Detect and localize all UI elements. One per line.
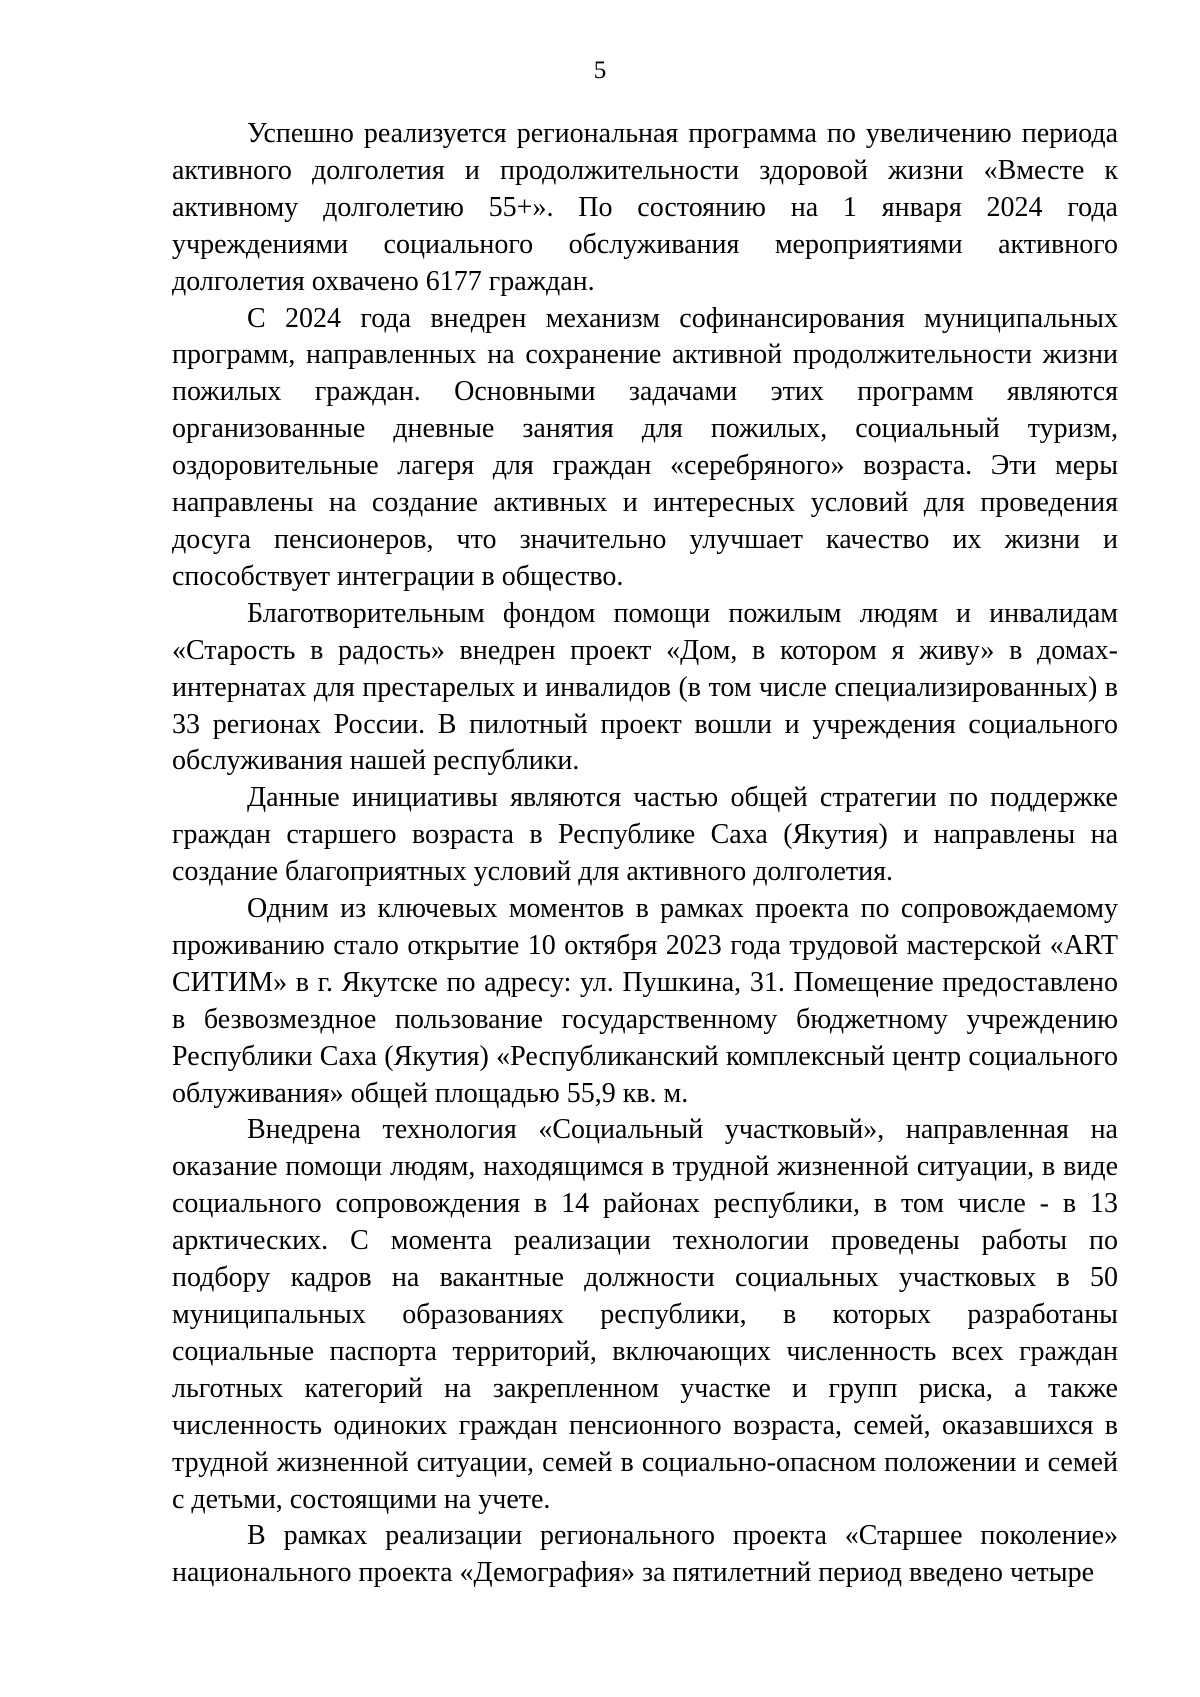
paragraph-art-sitim-workshop: Одним из ключевых моментов в рамках проекта по сопровождаемому проживанию стало открытие 10 октября 2023 года трудовой мастерской «ART СИТИМ» в г. Якутске по адресу: ул. Пушкина, 31. Помещение предоставлено в безвозмездное пользование государственному бюджетному учреждению Республики Саха (Якутия) «Республиканский комплексный центр социального облуживания» общей площадью 55,9 кв. м. [172, 893, 1118, 1109]
document-body [172, 116, 1118, 1592]
paragraph-initiatives-strategy: Данные инициативы являются частью общей стратегии по поддержке граждан старшего возраста в Республике Саха (Якутия) и направлены на создание благоприятных условий для активного долголетия. [172, 782, 1118, 888]
paragraph-cofinancing-mechanism: С 2024 года внедрен механизм софинансирования муниципальных программ, направленных на сохранение активной продолжительности жизни пожилых граждан. Основными задачами этих программ являются организованные дневные занятия для пожилых, социальный туризм, оздоровительные лагеря для граждан «серебряного» возраста. Эти меры направлены на создание активных и интересных условий для проведения досуга пенсионеров, что значительно улучшает качество их жизни и способствует интеграции в общество. [172, 302, 1118, 592]
paragraph-older-generation-project: В рамках реализации регионального проекта «Старшее поколение» национального проекта «Демография» за пятилетний период введено четыре [172, 1520, 1118, 1589]
paragraph-active-longevity-program: Успешно реализуется региональная программа по увеличению периода активного долголетия и продолжительности здоровой жизни «Вместе к активному долголетию 55+». По состоянию на 1 января 2024 года учреждениями социального обслуживания мероприятиями активного долголетия охвачено 6177 граждан. [172, 118, 1118, 297]
page-number: 5 [593, 57, 607, 84]
paragraph-social-district-worker: Внедрена технология «Социальный участковый», направленная на оказание помощи людям, находящимся в трудной жизненной ситуации, в виде социального сопровождения в 14 районах республики, в том числе - в 13 арктических. С момента реализации технологии проведены работы по подбору кадров на вакантные должности социальных участковых в 50 муниципальных образованиях республики, в которых разработаны социальные паспорта территорий, включающих численность всех граждан льготных категорий на закрепленном участке и групп риска, а также численность одиноких граждан пенсионного возраста, семей, оказавшихся в трудной жизненной ситуации, семей в социально-опасном положении и семей с детьми, состоящими на учете. [172, 1114, 1118, 1515]
paragraph-charity-foundation-project: Благотворительным фондом помощи пожилым людям и инвалидам «Старость в радость» внедрен проект «Дом, в котором я живу» в домах-интернатах для престарелых и инвалидов (в том числе специализированных) в 33 регионах России. В пилотный проект вошли и учреждения социального обслуживания нашей республики. [172, 597, 1118, 777]
